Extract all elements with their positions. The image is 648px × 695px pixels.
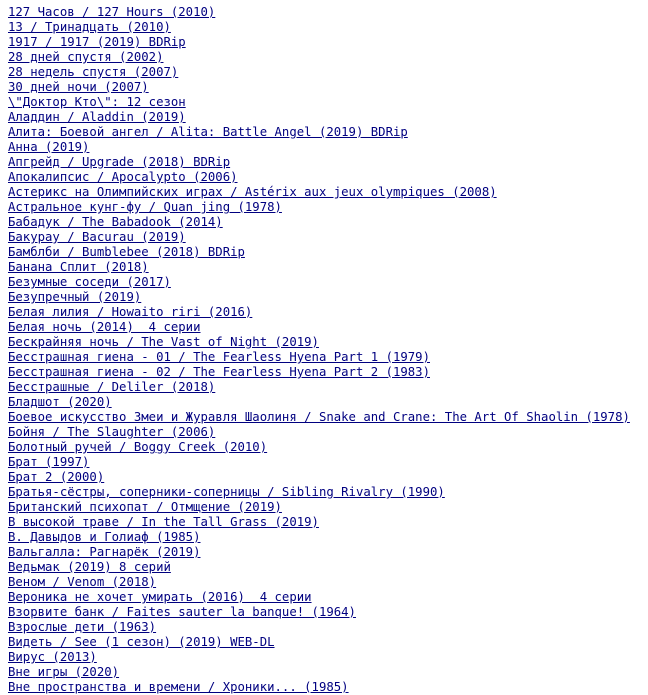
file-list-item	[8, 244, 648, 259]
file-list-item	[8, 364, 648, 379]
file-list-item	[8, 139, 648, 154]
file-list-item	[8, 604, 648, 619]
file-link[interactable]: Братья-сёстры, соперники-соперницы / Sibling Rivalry (1990)	[8, 485, 445, 499]
file-link[interactable]: Вне пространства и времени / Хроники... (1985)	[8, 680, 349, 694]
file-link[interactable]: Бамблби / Bumblebee (2018) BDRip	[8, 245, 245, 259]
file-link[interactable]: Бесстрашная гиена - 02 / The Fearless Hyena Part 2 (1983)	[8, 365, 430, 379]
file-link[interactable]: Астерикс на Олимпийских играх / Astérix aux jeux olympiques (2008)	[8, 185, 497, 199]
file-list-item	[8, 4, 648, 19]
file-link[interactable]: 13 / Тринадцать (2010)	[8, 20, 171, 34]
file-link[interactable]: Бабадук / The Babadook (2014)	[8, 215, 223, 229]
file-list-item	[8, 409, 648, 424]
file-link[interactable]: Бладшот (2020)	[8, 395, 112, 409]
file-link[interactable]: Взорвите банк / Faites sauter la banque! (1964)	[8, 605, 356, 619]
file-link[interactable]: 1917 / 1917 (2019) BDRip	[8, 35, 186, 49]
file-list-item	[8, 349, 648, 364]
file-link[interactable]: Безумные соседи (2017)	[8, 275, 171, 289]
file-list-item	[8, 64, 648, 79]
file-link[interactable]: Белая лилия / Howaito riri (2016)	[8, 305, 253, 319]
file-list-item	[8, 454, 648, 469]
file-list-item	[8, 79, 648, 94]
file-list-item	[8, 379, 648, 394]
file-link[interactable]: Астральное кунг-фу / Quan jing (1978)	[8, 200, 282, 214]
file-list-item	[8, 544, 648, 559]
file-list-item	[8, 199, 648, 214]
file-link[interactable]: 28 недель спустя (2007)	[8, 65, 179, 79]
file-link[interactable]: Брат 2 (2000)	[8, 470, 105, 484]
file-list-item	[8, 94, 648, 109]
file-list-item	[8, 319, 648, 334]
file-list-item	[8, 529, 648, 544]
file-list-item	[8, 289, 648, 304]
file-link[interactable]: В. Давыдов и Голиаф (1985)	[8, 530, 201, 544]
file-link[interactable]: \"Доктор Кто\": 12 сезон	[8, 95, 186, 109]
file-link[interactable]: Аладдин / Aladdin (2019)	[8, 110, 186, 124]
file-link[interactable]: Апгрейд / Upgrade (2018) BDRip	[8, 155, 231, 169]
file-link[interactable]: 127 Часов / 127 Hours (2010)	[8, 5, 216, 19]
file-list-item	[8, 424, 648, 439]
file-list-item	[8, 34, 648, 49]
file-list-item	[8, 664, 648, 679]
file-link[interactable]: Видеть / See (1 сезон) (2019) WEB-DL	[8, 635, 275, 649]
file-link[interactable]: Британский психопат / Отмщение (2019)	[8, 500, 282, 514]
file-list-item	[8, 439, 648, 454]
file-list-item	[8, 679, 648, 694]
file-link[interactable]: Бескрайняя ночь / The Vast of Night (2019)	[8, 335, 319, 349]
file-list-item	[8, 559, 648, 574]
file-list-item	[8, 634, 648, 649]
file-list-item	[8, 274, 648, 289]
file-link[interactable]: 30 дней ночи (2007)	[8, 80, 149, 94]
file-list-item	[8, 394, 648, 409]
file-link[interactable]: Анна (2019)	[8, 140, 90, 154]
file-link[interactable]: 28 дней спустя (2002)	[8, 50, 164, 64]
file-list-item	[8, 19, 648, 34]
file-list-item	[8, 304, 648, 319]
file-list-item	[8, 124, 648, 139]
file-link[interactable]: Бесстрашные / Deliler (2018)	[8, 380, 216, 394]
file-link[interactable]: Банана Сплит (2018)	[8, 260, 149, 274]
file-link[interactable]: Белая ночь (2014) 4 серии	[8, 320, 201, 334]
file-link[interactable]: Взрослые дети (1963)	[8, 620, 157, 634]
file-link[interactable]: Апокалипсис / Apocalypto (2006)	[8, 170, 238, 184]
file-list-item	[8, 154, 648, 169]
file-list-item	[8, 259, 648, 274]
file-link[interactable]: Вальгалла: Рагнарёк (2019)	[8, 545, 201, 559]
file-link[interactable]: Вероника не хочет умирать (2016) 4 серии	[8, 590, 312, 604]
file-link[interactable]: Ведьмак (2019) 8 серий	[8, 560, 171, 574]
file-list-item	[8, 484, 648, 499]
file-link[interactable]: Алита: Боевой ангел / Alita: Battle Angel (2019) BDRip	[8, 125, 408, 139]
file-link[interactable]: Вирус (2013)	[8, 650, 97, 664]
file-link[interactable]: В высокой траве / In the Tall Grass (2019)	[8, 515, 319, 529]
file-list-item	[8, 214, 648, 229]
file-list-item	[8, 229, 648, 244]
file-list-item	[8, 109, 648, 124]
file-link[interactable]: Веном / Venom (2018)	[8, 575, 157, 589]
file-list-item	[8, 499, 648, 514]
file-list-item	[8, 589, 648, 604]
file-list-item	[8, 514, 648, 529]
file-list-item	[8, 49, 648, 64]
file-link[interactable]: Болотный ручей / Boggy Creek (2010)	[8, 440, 268, 454]
file-link[interactable]: Бойня / The Slaughter (2006)	[8, 425, 216, 439]
file-link[interactable]: Бесстрашная гиена - 01 / The Fearless Hyena Part 1 (1979)	[8, 350, 430, 364]
file-link[interactable]: Безупречный (2019)	[8, 290, 142, 304]
file-link[interactable]: Бакурау / Bacurau (2019)	[8, 230, 186, 244]
file-list-item	[8, 334, 648, 349]
file-list-item	[8, 169, 648, 184]
file-link[interactable]: Вне игры (2020)	[8, 665, 120, 679]
file-link[interactable]: Брат (1997)	[8, 455, 90, 469]
file-list-item	[8, 574, 648, 589]
file-list-item	[8, 469, 648, 484]
file-list-item	[8, 619, 648, 634]
file-list-item	[8, 184, 648, 199]
file-link[interactable]: Боевое искусство Змеи и Журавля Шаолиня / Snake and Crane: The Art Of Shaolin (1978)	[8, 410, 630, 424]
file-list-item	[8, 649, 648, 664]
